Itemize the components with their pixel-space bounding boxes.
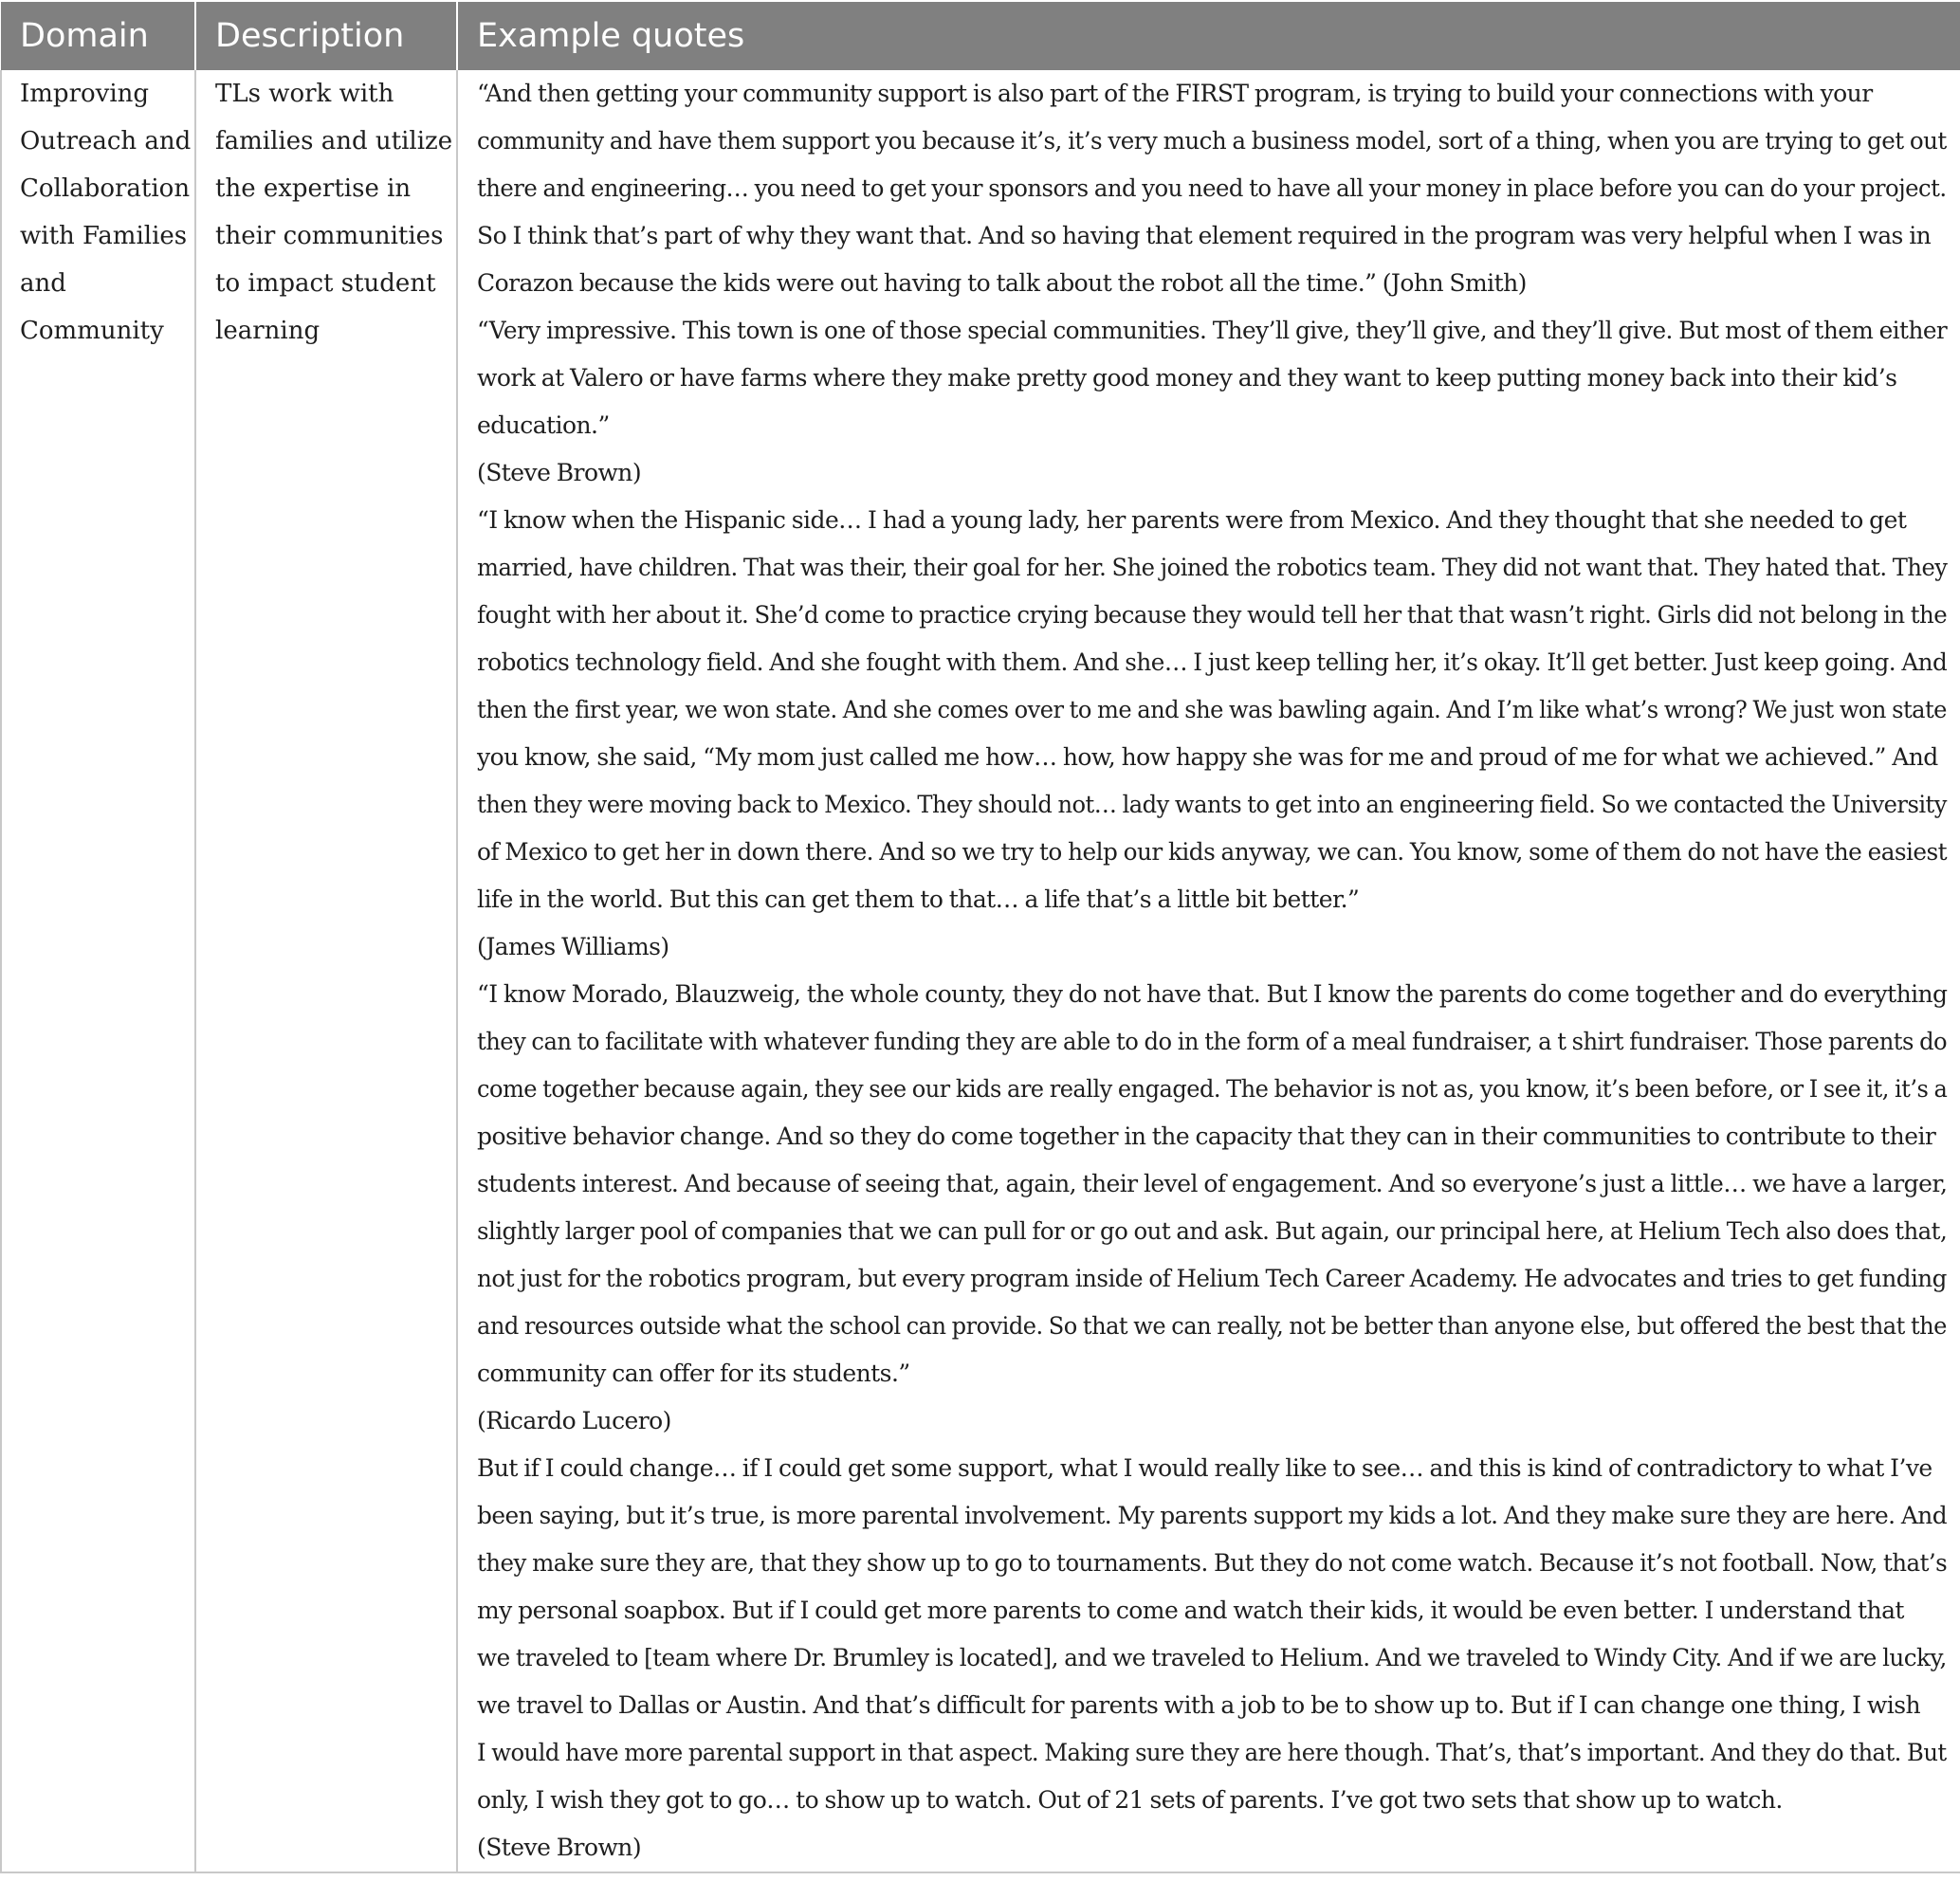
table-row <box>1 70 1960 1872</box>
quotes-table <box>0 2 1960 1873</box>
quote-line: we traveled to [team where Dr. Brumley is located], and we traveled to Helium. And we traveled to Windy City. And if we are lucky, <box>477 1644 1947 1671</box>
quote-line: community and have them support you because it’s, it’s very much a business model, sort of a thing, when you are trying to get out <box>477 127 1947 155</box>
description-cell <box>195 70 457 1872</box>
quote-line: they make sure they are, that they show up to go to tournaments. But they do not come watch. Because it’s not football. Now, that’s <box>477 1549 1948 1577</box>
domain-line: with Families <box>20 222 188 250</box>
column-header-domain: Domain <box>1 2 195 70</box>
table-header <box>1 2 1960 70</box>
quote-line: my personal soapbox. But if I could get more parents to come and watch their kids, it would be even better. I understand that <box>477 1597 1904 1624</box>
description-line: learning <box>215 317 321 345</box>
quotes-table-container <box>0 2 1960 1873</box>
domain-line: Collaboration <box>20 174 191 203</box>
quote-line: been saying, but it’s true, is more parental involvement. My parents support my kids a lot. And they make sure they are here. And <box>477 1502 1948 1529</box>
table-body <box>1 70 1960 1872</box>
example-quotes-cell <box>457 70 1960 1872</box>
quote-line: of Mexico to get her in down there. And so we try to help our kids anyway, we can. You know, some of them do not have the easiest <box>477 838 1948 866</box>
column-header-description: Description <box>195 2 457 70</box>
quote-line: life in the world. But this can get them to that… a life that’s a little bit better.” <box>477 886 1360 913</box>
quote-line: work at Valero or have farms where they make pretty good money and they want to keep putting money back into their kid’s <box>477 364 1897 392</box>
quote-line: community can offer for its students.” <box>477 1360 910 1387</box>
quote-line: (Ricardo Lucero) <box>477 1407 671 1434</box>
quote-line: students interest. And because of seeing that, again, their level of engagement. And so everyone’s just a little… we have a larger, <box>477 1170 1948 1197</box>
quote-line: (Steve Brown) <box>477 1834 642 1861</box>
quote-line: positive behavior change. And so they do come together in the capacity that they can in their communities to contribute to their <box>477 1123 1936 1150</box>
quote-line: only, I wish they got to go… to show up to watch. Out of 21 sets of parents. I’ve got two sets that show up to watch. <box>477 1786 1783 1814</box>
header-row <box>1 2 1960 70</box>
description-line: their communities <box>215 222 444 250</box>
quote-line: “I know Morado, Blauzweig, the whole county, they do not have that. But I know the parents do come together and do everything <box>477 980 1948 1008</box>
description-line: TLs work with <box>215 80 394 108</box>
quote-line: then the first year, we won state. And she comes over to me and she was bawling again. And I’m like what’s wrong? We just won state <box>477 696 1947 723</box>
quote-line: “Very impressive. This town is one of those special communities. They’ll give, they’ll give, and they’ll give. But most of them either <box>477 317 1948 344</box>
quote-line: (James Williams) <box>477 933 669 960</box>
domain-line: Outreach and <box>20 127 192 155</box>
quote-line: and resources outside what the school can provide. So that we can really, not be better than anyone else, but offered the best that the <box>477 1312 1947 1340</box>
domain-cell <box>1 70 195 1872</box>
quote-line: robotics technology field. And she fought with them. And she… I just keep telling her, it’s okay. It’ll get better. Just keep going. And <box>477 648 1948 676</box>
description-line: to impact student <box>215 269 436 298</box>
quote-line: fought with her about it. She’d come to practice crying because they would tell her that that wasn’t right. Girls did not belong in the <box>477 601 1948 629</box>
quote-line: there and engineering… you need to get your sponsors and you need to have all your money in place before you can do your project. <box>477 174 1947 202</box>
quote-line: come together because again, they see our kids are really engaged. The behavior is not as, you know, it’s been before, or I see it, it’s a <box>477 1075 1948 1103</box>
domain-line: Improving <box>20 80 150 108</box>
domain-line: and <box>20 269 66 298</box>
quote-line: “And then getting your community support is also part of the FIRST program, is trying to build your connections with your <box>477 80 1873 107</box>
quote-line: So I think that’s part of why they want that. And so having that element required in the program was very helpful when I was in <box>477 222 1932 249</box>
quote-line: slightly larger pool of companies that we can pull for or go out and ask. But again, our principal here, at Helium Tech also does that, <box>477 1217 1948 1245</box>
quote-line: then they were moving back to Mexico. They should not… lady wants to get into an engineering field. So we contacted the University <box>477 791 1947 818</box>
domain-line: Community <box>20 317 164 345</box>
quote-line: “I know when the Hispanic side… I had a young lady, her parents were from Mexico. And they thought that she needed to get <box>477 506 1907 534</box>
quote-line: not just for the robotics program, but every program inside of Helium Tech Career Academy. He advocates and tries to get funding <box>477 1265 1947 1292</box>
quote-line: Corazon because the kids were out having to talk about the robot all the time.” (John Smith) <box>477 269 1527 297</box>
quote-line: married, have children. That was their, their goal for her. She joined the robotics team. They did not want that. They hated that. They <box>477 554 1948 581</box>
quote-line: we travel to Dallas or Austin. And that’s difficult for parents with a job to be to show up to. But if I can change one thing, I wish <box>477 1691 1921 1719</box>
quote-line: But if I could change… if I could get some support, what I would really like to see… and this is kind of contradictory to what I’ve <box>477 1454 1933 1482</box>
quote-line: they can to facilitate with whatever funding they are able to do in the form of a meal fundraiser, a t shirt fundraiser. Those parents do <box>477 1028 1948 1055</box>
column-header-quotes: Example quotes <box>457 2 1960 70</box>
quote-line: (Steve Brown) <box>477 459 642 486</box>
quote-line: you know, she said, “My mom just called me how… how, how happy she was for me and proud of me for what we achieved.” And <box>477 743 1938 771</box>
quote-line: education.” <box>477 411 610 439</box>
quote-line: I would have more parental support in that aspect. Making sure they are here though. That’s, that’s important. And they do that. But <box>477 1739 1947 1766</box>
description-line: families and utilize <box>215 127 453 155</box>
description-line: the expertise in <box>215 174 412 203</box>
